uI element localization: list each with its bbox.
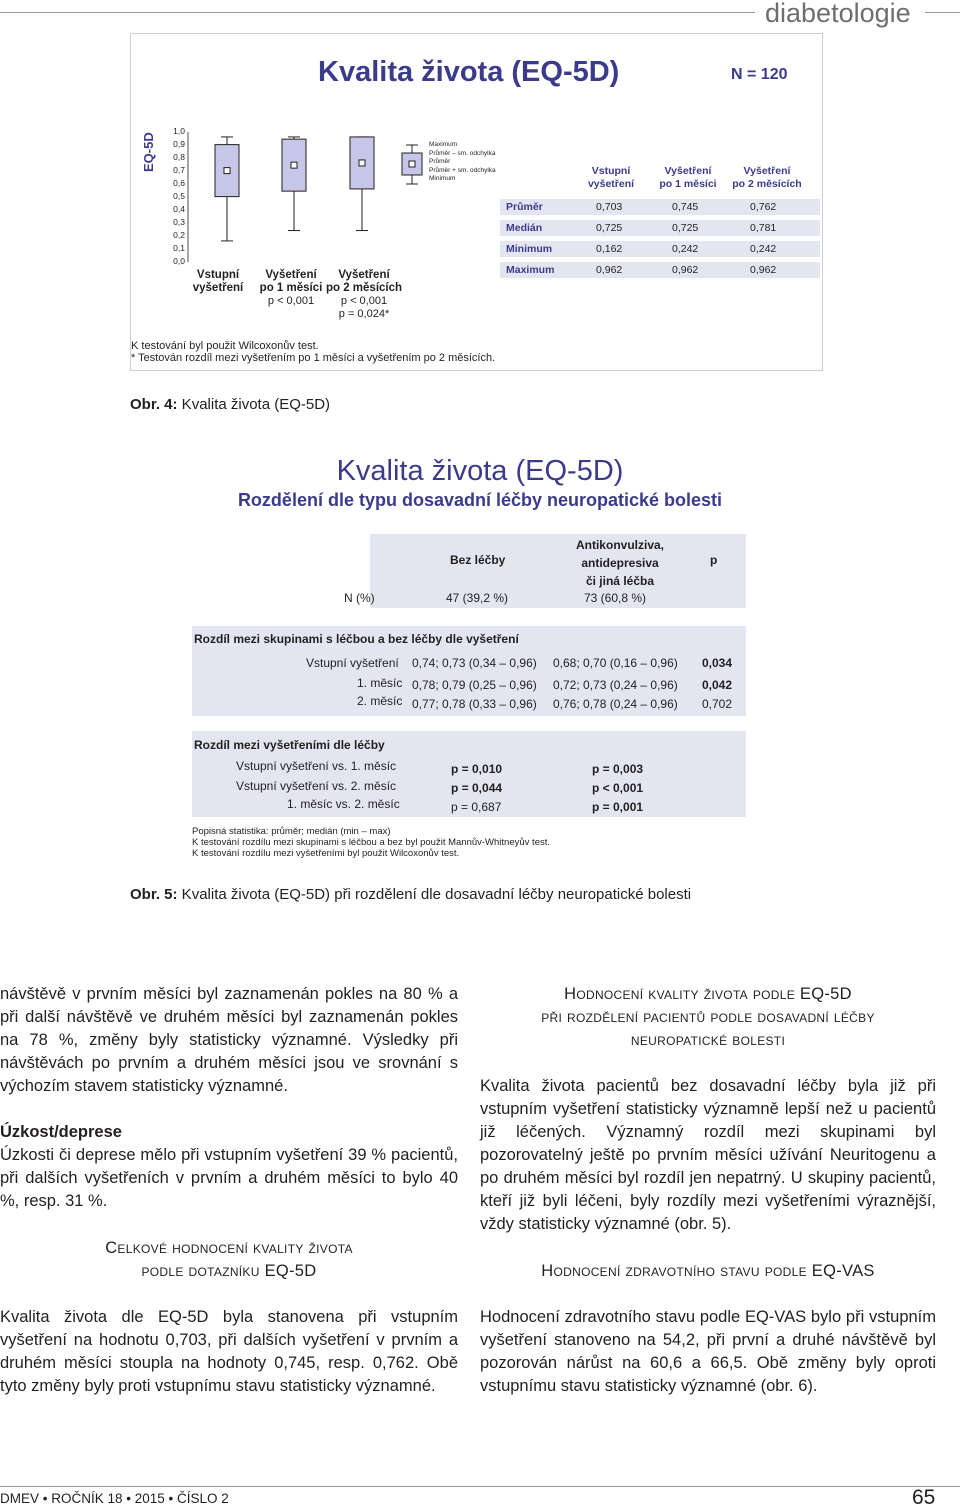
fig5-notes [192, 826, 550, 859]
y-tick: 0,8 [173, 152, 185, 162]
y-tick: 0,1 [173, 243, 185, 253]
section-brand: diabetologie [765, 0, 911, 28]
y-tick: 0,4 [173, 204, 185, 214]
box-plot [131, 34, 431, 274]
table-cell: 0,725 [672, 222, 699, 234]
y-tick: 0,2 [173, 230, 185, 240]
fig5-cell: p = 0,044 [451, 781, 503, 795]
col-header-line: po 2 měsících [732, 178, 802, 190]
fig5-cell: p = 0,010 [451, 762, 503, 776]
y-tick: 0,0 [173, 256, 185, 266]
fig4-notes [131, 340, 495, 364]
fig5-cell: 0,72; 0,73 (0,24 – 0,96) [553, 678, 678, 692]
table-cell: 0,745 [672, 201, 699, 213]
row-label: Minimum [506, 243, 553, 255]
fig5-p-value: 0,702 [702, 697, 733, 711]
table-cell: 0,703 [596, 201, 623, 213]
fig5-p-value: 0,034 [702, 656, 733, 670]
group-label-line: po 1 měsíci [259, 282, 323, 294]
fig5-note: Popisná statistika: průměr; medián (min – max) [192, 826, 391, 837]
group-label-line: Vyšetření [265, 269, 317, 281]
header-rule-right [925, 12, 960, 13]
col-header-line: či jiná léčba [585, 574, 655, 588]
section-heading-by-treatment [480, 983, 936, 1052]
y-axis-label: EQ-5D [141, 132, 156, 172]
figure-4 [130, 33, 823, 371]
col-header-line: Antikonvulziva, [575, 538, 664, 552]
table-col-header [727, 165, 807, 191]
fig5-col-header: Bez léčby [450, 553, 506, 567]
legend-item: Minimum [429, 175, 456, 182]
fig5-cell: 0,68; 0,70 (0,16 – 0,96) [553, 656, 678, 670]
fig5-cell: p = 0,001 [592, 800, 644, 814]
y-tick: 0,7 [173, 165, 185, 175]
fig5-cell: 0,76; 0,78 (0,24 – 0,96) [553, 697, 678, 711]
legend-item: Průměr – sm. odchylka [429, 149, 496, 157]
right-column-para-2: Hodnocení zdravotního stavu podle EQ-VAS bylo při vstupním vyšetření stanoveno na 54,2, při první a druhé návštěvě byl pozorován nárůst na 60,6 a 66,5. Obě změny byly oproti vstupnímu stavu statisticky významné (obr. 6). [480, 1308, 936, 1395]
left-column-para-1: návštěvě v prvním měsíci byl zaznamenán pokles na 80 % a při další návštěvě ve druhém měsíci byl zaznamenán pokles na 78 %, změny byly statisticky významné. Výsledky při návštěvách po prvním a druhém měsíci jsou ve srovnání s výchozím stavem statisticky významné. [0, 985, 458, 1095]
table-cell: 0,162 [596, 243, 623, 255]
box-mean-marker [224, 168, 230, 174]
row-label: Medián [506, 222, 543, 234]
heading-line: Celkové hodnocení kvality života [105, 1239, 353, 1257]
table-cell: 0,242 [750, 243, 777, 255]
right-column-para-1: Kvalita života pacientů bez dosavadní léčby byla již při vstupním vyšetření statisticky významně lepší než u pacientů již léčených. Významný rozdíl mezi skupinami byl pozorovatelný ještě po prvním měsíci užívání Neuritogenu a po druhém měsíci byl rozdíl jen nepatrný. U skupiny pacientů, kteří již byli léčeni, byly rozdíly mezi vyšetřeními výraznější, vždy statisticky významné (obr. 5). [480, 1077, 936, 1233]
heading-line: Hodnocení kvality života podle EQ-5D [564, 985, 852, 1003]
section-heading-overall [0, 1237, 458, 1283]
group-label-month2 [321, 269, 407, 295]
fig5-cell: 0,74; 0,73 (0,34 – 0,96) [412, 656, 537, 670]
y-tick: 0,3 [173, 217, 185, 227]
group-label-line: po 2 měsících [325, 282, 403, 294]
box-legend [429, 141, 496, 184]
row-label: Maximum [506, 264, 555, 276]
table-cell: 0,781 [750, 222, 777, 234]
caption-label: Obr. 5: [130, 886, 178, 903]
y-tick: 0,9 [173, 139, 185, 149]
legend-item: Průměr + sm. odchylka [429, 166, 496, 174]
group-p-month1: p < 0,001 [267, 295, 315, 307]
table-cell: 0,962 [596, 264, 623, 276]
fig5-row-label: 2. měsíc [357, 694, 403, 708]
table-cell: 0,962 [672, 264, 699, 276]
left-column-para-2: Úzkosti či deprese mělo při vstupním vyšetření 39 % pacientů, při dalších vyšetřeních v prvním a druhém měsíci to bylo 40 %, resp. 31 %. [0, 1146, 458, 1210]
group-label-baseline [179, 269, 257, 295]
table-col-header [653, 165, 723, 191]
fig5-col-header [560, 536, 680, 590]
fig4-note: * Testován rozdíl mezi vyšetřením po 1 měsíci a vyšetřením po 2 měsících. [131, 352, 496, 364]
fig5-cell: 47 (39,2 %) [446, 591, 509, 605]
figure-4-caption [130, 396, 330, 413]
col-header-line: antidepresiva [581, 556, 659, 570]
section-heading-anxiety: Úzkost/deprese [0, 1123, 122, 1141]
box-mean-marker [291, 162, 297, 168]
fig5-row-label: N (%) [344, 591, 375, 605]
section-heading-eq-vas: Hodnocení zdravotního stavu podle EQ-VAS [541, 1262, 875, 1280]
group-label-month1 [251, 269, 331, 295]
fig5-cell: 73 (60,8 %) [584, 591, 647, 605]
fig5-header-band [370, 534, 746, 608]
footer-rule [0, 1486, 960, 1487]
left-column-para-3: Kvalita života dle EQ-5D byla stanovena při vstupním vyšetření na hodnotu 0,703, při dalších vyšetření v prvním a druhém měsíci stoupla na hodnoty 0,745, resp. 0,762. Obě tyto změny byly proti vstupnímu stavu statisticky významné. [0, 1308, 458, 1395]
caption-label: Obr. 4: [130, 396, 178, 413]
y-tick: 1,0 [173, 126, 185, 136]
fig5-cell: 0,77; 0,78 (0,33 – 0,96) [412, 697, 537, 711]
fig4-note: K testování byl použit Wilcoxonův test. [131, 340, 319, 352]
col-header-line: Vyšetření [664, 165, 712, 177]
legend-mean-marker [409, 161, 415, 167]
fig5-title: Kvalita života (EQ-5D) [336, 455, 624, 487]
y-tick: 0,5 [173, 191, 185, 201]
group-label-line: Vstupní [196, 269, 240, 281]
fig5-note: K testování rozdílu mezi skupinami s léčbou a bez byl použit Mannův-Whitneyův test. [192, 837, 551, 848]
table-cell: 0,962 [750, 264, 777, 276]
page-number: 65 [912, 1486, 936, 1507]
heading-line: podle dotazníku EQ-5D [141, 1262, 317, 1280]
table-col-header [581, 165, 641, 191]
group-p-line: p = 0,024* [338, 308, 390, 320]
header-rule [0, 12, 755, 13]
fig5-cell: p < 0,001 [592, 781, 644, 795]
figure-5-caption [130, 886, 691, 903]
fig5-row-label: Vstupní vyšetření vs. 1. měsíc [236, 759, 397, 773]
table-cell: 0,725 [596, 222, 623, 234]
heading-line: při rozdělení pacientů podle dosavadní léčby [541, 1008, 875, 1026]
legend-item: Maximum [429, 141, 458, 148]
fig5-row-label: Vstupní vyšetření vs. 2. měsíc [236, 779, 397, 793]
fig5-cell: 0,78; 0,79 (0,25 – 0,96) [412, 678, 537, 692]
fig5-note: K testování rozdílu mezi vyšetřeními byl použit Wilcoxonův test. [192, 848, 460, 859]
group-label-line: Vyšetření [338, 269, 390, 281]
fig5-section-title: Rozdíl mezi skupinami s léčbou a bez léčby dle vyšetření [194, 632, 519, 646]
fig5-cell: p = 0,003 [592, 762, 644, 776]
table-cell: 0,242 [672, 243, 699, 255]
heading-line: neuropatické bolesti [630, 1031, 786, 1049]
col-header-line: po 1 měsíci [659, 178, 717, 190]
table-cell: 0,762 [750, 201, 777, 213]
fig5-col-header: p [710, 553, 718, 567]
fig4-sample-size: N = 120 [731, 66, 788, 83]
caption-text: Kvalita života (EQ-5D) [177, 396, 331, 413]
box-mean-marker [359, 160, 365, 166]
y-tick: 0,6 [173, 178, 185, 188]
group-p-line: p < 0,001 [340, 295, 388, 307]
legend-item: Průměr [429, 158, 451, 165]
fig5-cell: p = 0,687 [451, 800, 502, 814]
row-label: Průměr [506, 201, 543, 213]
journal-info: DMEV • ROČNÍK 18 • 2015 • ČÍSLO 2 [0, 1491, 229, 1506]
group-p-month2 [321, 295, 407, 321]
fig5-row-label: 1. měsíc vs. 2. měsíc [287, 797, 400, 811]
fig5-p-value: 0,042 [702, 678, 733, 692]
caption-text: Kvalita života (EQ-5D) při rozdělení dle dosavadní léčby neuropatické bolesti [177, 886, 692, 903]
fig5-section-title: Rozdíl mezi vyšetřeními dle léčby [194, 738, 385, 752]
col-header-line: vyšetření [587, 178, 635, 190]
fig5-subtitle: Rozdělení dle typu dosavadní léčby neuropatické bolesti [237, 490, 723, 510]
fig5-row-label: Vstupní vyšetření [306, 656, 399, 670]
col-header-line: Vstupní [591, 165, 631, 177]
col-header-line: Vyšetření [743, 165, 791, 177]
fig4-title: Kvalita života (EQ-5D) [318, 56, 620, 88]
group-label-line: vyšetření [192, 282, 244, 294]
fig5-row-label: 1. měsíc [357, 676, 403, 690]
